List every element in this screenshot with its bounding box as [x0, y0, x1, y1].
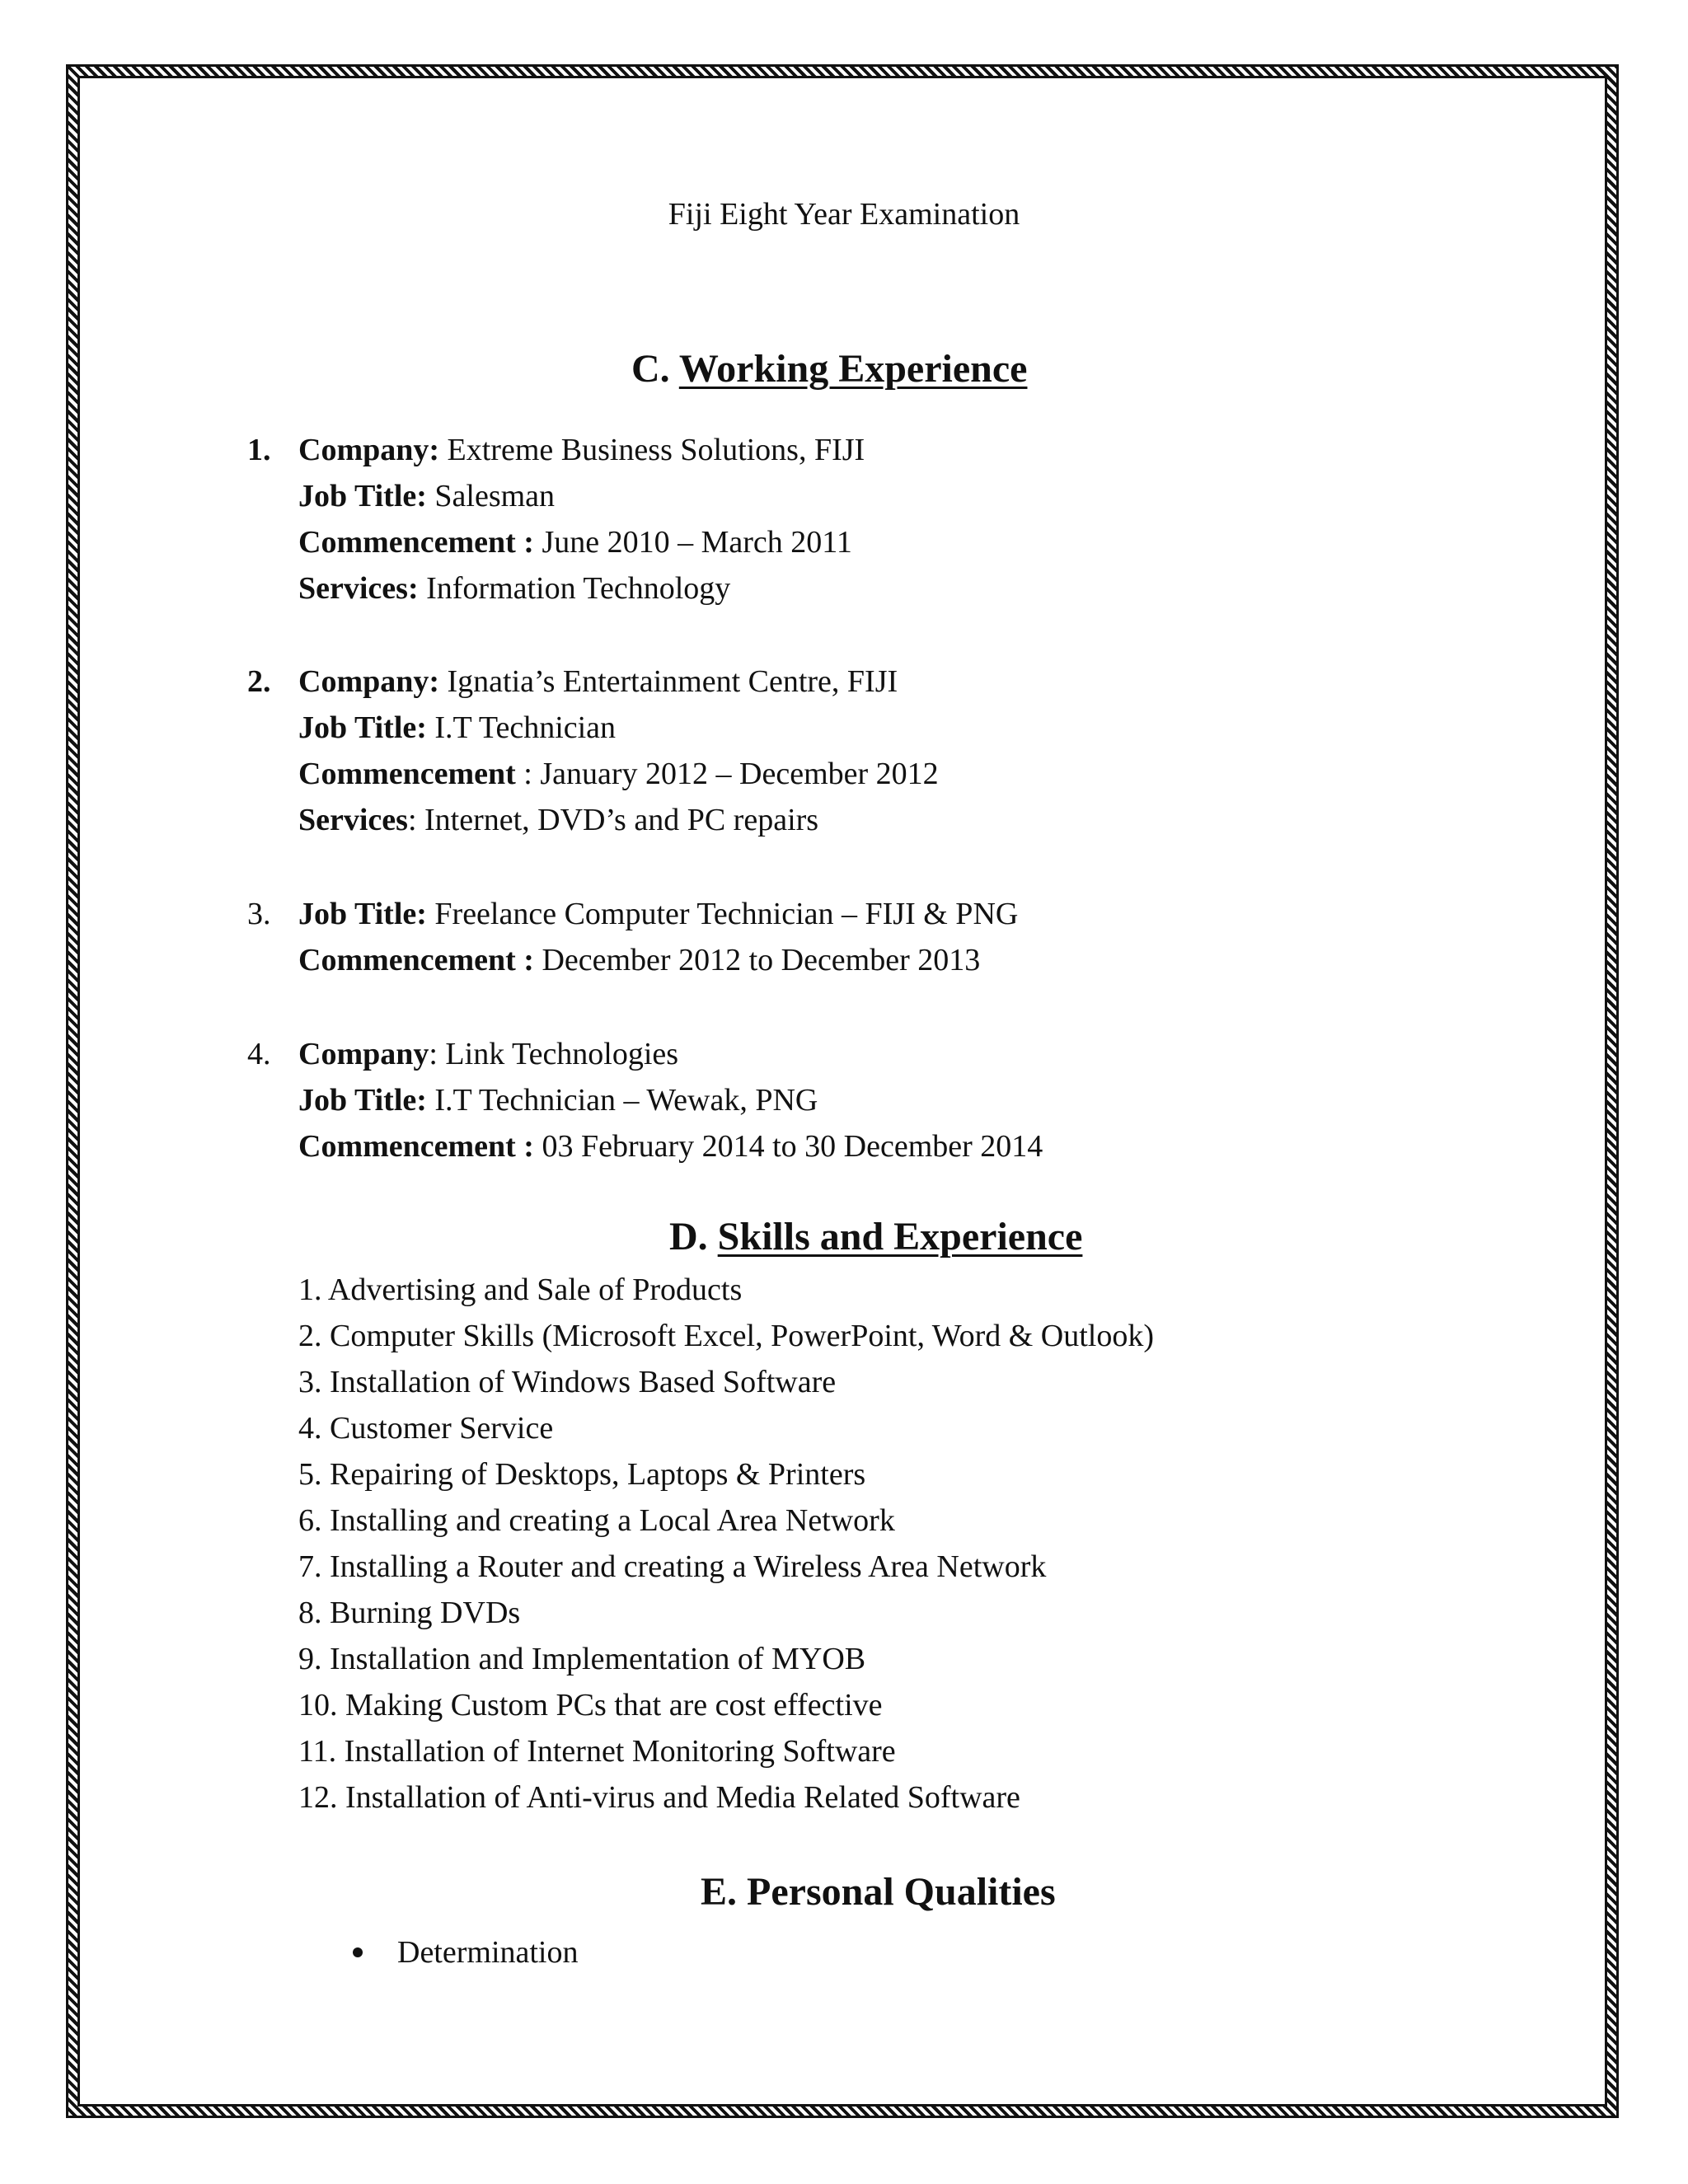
skill-item: 12. Installation of Anti-virus and Media Related Software	[298, 1780, 1020, 1815]
skill-item: 9. Installation and Implementation of MYOB	[298, 1642, 866, 1676]
entry-number: 2.	[247, 664, 271, 699]
personal-qualities-heading: E. Personal Qualities	[701, 1870, 1056, 1914]
skill-item: 7. Installing a Router and creating a Wireless Area Network	[298, 1549, 1047, 1584]
entry-line: Job Title: I.T Technician – Wewak, PNG	[298, 1083, 818, 1118]
skills-heading	[669, 1214, 1082, 1259]
document-header: Fiji Eight Year Examination	[668, 197, 1020, 232]
working-experience-heading	[631, 346, 1027, 391]
entry-line: Job Title: Freelance Computer Technician – FIJI & PNG	[298, 897, 1019, 931]
entry-number: 1.	[247, 433, 271, 467]
section-letter: D.	[669, 1215, 708, 1258]
entry-line: Commencement : January 2012 – December 2012	[298, 757, 939, 791]
entry-line: Commencement : June 2010 – March 2011	[298, 525, 852, 560]
entry-line: Company: Extreme Business Solutions, FIJI	[298, 433, 865, 467]
bullet-icon	[353, 1947, 363, 1957]
quality-item: Determination	[397, 1935, 579, 1970]
skill-item: 8. Burning DVDs	[298, 1596, 521, 1630]
entry-line: Job Title: I.T Technician	[298, 710, 617, 745]
entry-line: Commencement : December 2012 to December 2013	[298, 943, 981, 977]
entry-line: Commencement : 03 February 2014 to 30 December 2014	[298, 1129, 1043, 1164]
section-title: Working Experience	[678, 347, 1028, 391]
skill-item: 2. Computer Skills (Microsoft Excel, PowerPoint, Word & Outlook)	[298, 1319, 1155, 1353]
section-title: Skills and Experience	[717, 1215, 1083, 1258]
skill-item: 3. Installation of Windows Based Software	[298, 1365, 837, 1399]
skill-item: 10. Making Custom PCs that are cost effective	[298, 1688, 883, 1722]
entry-number: 3.	[247, 897, 271, 931]
entry-line: Company: Ignatia’s Entertainment Centre, FIJI	[298, 664, 898, 699]
entry-number: 4.	[247, 1037, 271, 1071]
section-letter: C.	[631, 347, 670, 391]
skill-item: 5. Repairing of Desktops, Laptops & Printers	[298, 1457, 866, 1492]
entry-line: Services: Internet, DVD’s and PC repairs	[298, 803, 819, 837]
skill-item: 11. Installation of Internet Monitoring Software	[298, 1734, 896, 1769]
entry-line: Company: Link Technologies	[298, 1037, 679, 1071]
skill-item: 6. Installing and creating a Local Area Network	[298, 1503, 895, 1538]
entry-line: Job Title: Salesman	[298, 479, 556, 513]
entry-line: Services: Information Technology	[298, 571, 731, 606]
skill-item: 1. Advertising and Sale of Products	[298, 1272, 743, 1307]
skill-item: 4. Customer Service	[298, 1411, 554, 1446]
